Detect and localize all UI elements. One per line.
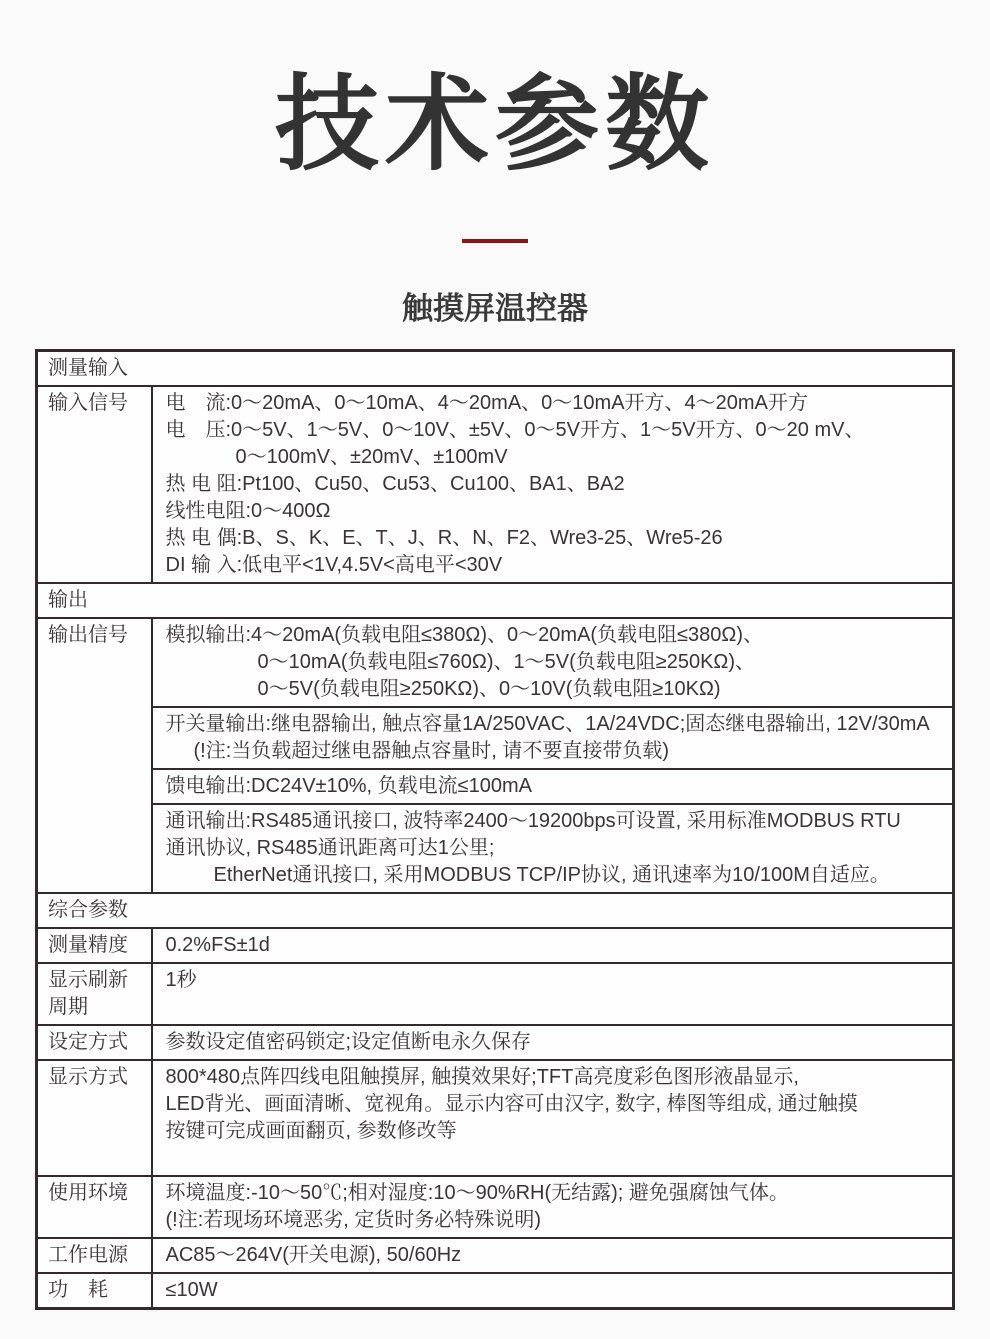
row-value-setting-method: 参数设定值密码锁定;设定值断电永久保存 [152,1025,954,1060]
table-row-power-consumption [37,1273,954,1309]
row-value-display-method [152,1060,954,1176]
spec-line-rtd: 热 电 阻:Pt100、Cu50、Cu53、Cu100、BA1、BA2 [165,472,625,495]
table-row-refresh-period [37,963,954,1025]
section-row-general [37,893,954,928]
spec-line-display-1: 800*480点阵四线电阻触摸屏, 触摸效果好;TFT高亮度彩色图形液晶显示, [165,1065,799,1088]
spec-line-analog-2: 0～10mA(负载电阻≤760Ω)、1～5V(负载电阻≥250KΩ)、 [257,650,756,673]
row-label-environment: 使用环境 [37,1176,152,1238]
row-value-refresh-period: 1秒 [152,963,954,1025]
table-row-power-supply [37,1238,954,1273]
row-label-refresh-period: 显示刷新周期 [37,963,152,1025]
section-header-output: 输出 [37,583,954,618]
spec-line-voltage: 电 压:0～5V、1～5V、0～10V、±5V、0～5V开方、1～5V开方、0～20 mV、 [165,418,865,441]
row-value-analog-output [152,618,954,707]
table-row-output-signal-analog [37,618,954,707]
spec-line-feed: 馈电输出:DC24V±10%, 负载电流≤100mA [165,774,532,797]
spec-line-display-3: 按键可完成画面翻页, 参数修改等 [165,1119,457,1142]
table-row-environment [37,1176,954,1238]
spec-line-comm-1: 通讯输出:RS485通讯接口, 波特率2400～19200bps可设置, 采用标准MODBUS RTU [165,809,901,832]
spec-line-current: 电 流:0～20mA、0～10mA、4～20mA、0～10mA开方、4～20mA开方 [165,391,808,414]
row-value-power-consumption: ≤10W [152,1273,954,1309]
spec-line-di-input: DI 输 入:低电平<1V,4.5V<高电平<30V [165,553,503,576]
table-row-output-signal-switch [37,707,954,769]
table-row-accuracy [37,928,954,963]
section-header-general: 综合参数 [37,893,954,928]
section-row-output [37,583,954,618]
title-divider [462,239,528,243]
row-value-comm-output [152,804,954,893]
spec-line-display-2: LED背光、画面清晰、宽视角。显示内容可由汉字, 数字, 棒图等组成, 通过触摸 [165,1092,858,1115]
page-title: 技术参数 [274,67,715,183]
row-label-power-consumption: 功 耗 [37,1273,152,1309]
spec-line-comm-3: EtherNet通讯接口, 采用MODBUS TCP/IP协议, 通讯速率为10/100M自适应。 [213,863,890,886]
row-value-environment [152,1176,954,1238]
row-label-setting-method: 设定方式 [37,1025,152,1060]
spec-line-thermocouple: 热 电 偶:B、S、K、E、T、J、R、N、F2、Wre3-25、Wre5-26 [165,526,723,549]
spec-line-comm-2: 通讯协议, RS485通讯距离可达1公里; [165,836,495,859]
section-row-measurement-input [37,350,954,386]
row-value-feed-output [152,769,954,804]
row-value-accuracy: 0.2%FS±1d [152,928,954,963]
row-value-power-supply: AC85～264V(开关电源), 50/60Hz [152,1238,954,1273]
row-value-input-signal [152,386,954,583]
row-label-accuracy: 测量精度 [37,928,152,963]
table-row-input-signal [37,386,954,583]
spec-line-switch-1: 开关量输出:继电器输出, 触点容量1A/250VAC、1A/24VDC;固态继电器输出, 12V/30mA [165,712,930,735]
spec-line-environment-note: (!注:若现场环境恶劣, 定货时务必特殊说明) [165,1208,542,1231]
spec-line-linear-resistance: 线性电阻:0～400Ω [165,499,331,522]
row-label-input-signal: 输入信号 [37,386,152,583]
product-subtitle: 触摸屏温控器 [402,290,588,326]
table-row-setting-method [37,1025,954,1060]
row-label-power-supply: 工作电源 [37,1238,152,1273]
table-row-display-method [37,1060,954,1176]
table-row-output-signal-feed [37,769,954,804]
spec-line-environment-1: 环境温度:-10～50℃;相对湿度:10～90%RH(无结露); 避免强腐蚀气体。 [165,1181,789,1204]
section-header-measurement-input: 测量输入 [37,350,954,386]
spec-line-voltage-cont: 0～100mV、±20mV、±100mV [235,445,508,468]
row-label-display-method: 显示方式 [37,1060,152,1176]
spec-table [35,349,955,1310]
table-row-output-signal-comm [37,804,954,893]
spec-line-switch-note: (!注:当负载超过继电器触点容量时, 请不要直接带负载) [193,739,670,762]
spec-line-analog-3: 0～5V(负载电阻≥250KΩ)、0～10V(负载电阻≥10KΩ) [257,677,721,700]
row-value-switch-output [152,707,954,769]
spec-line-analog-1: 模拟输出:4～20mA(负载电阻≤380Ω)、0～20mA(负载电阻≤380Ω)、 [165,623,764,646]
row-label-output-signal: 输出信号 [37,618,152,893]
